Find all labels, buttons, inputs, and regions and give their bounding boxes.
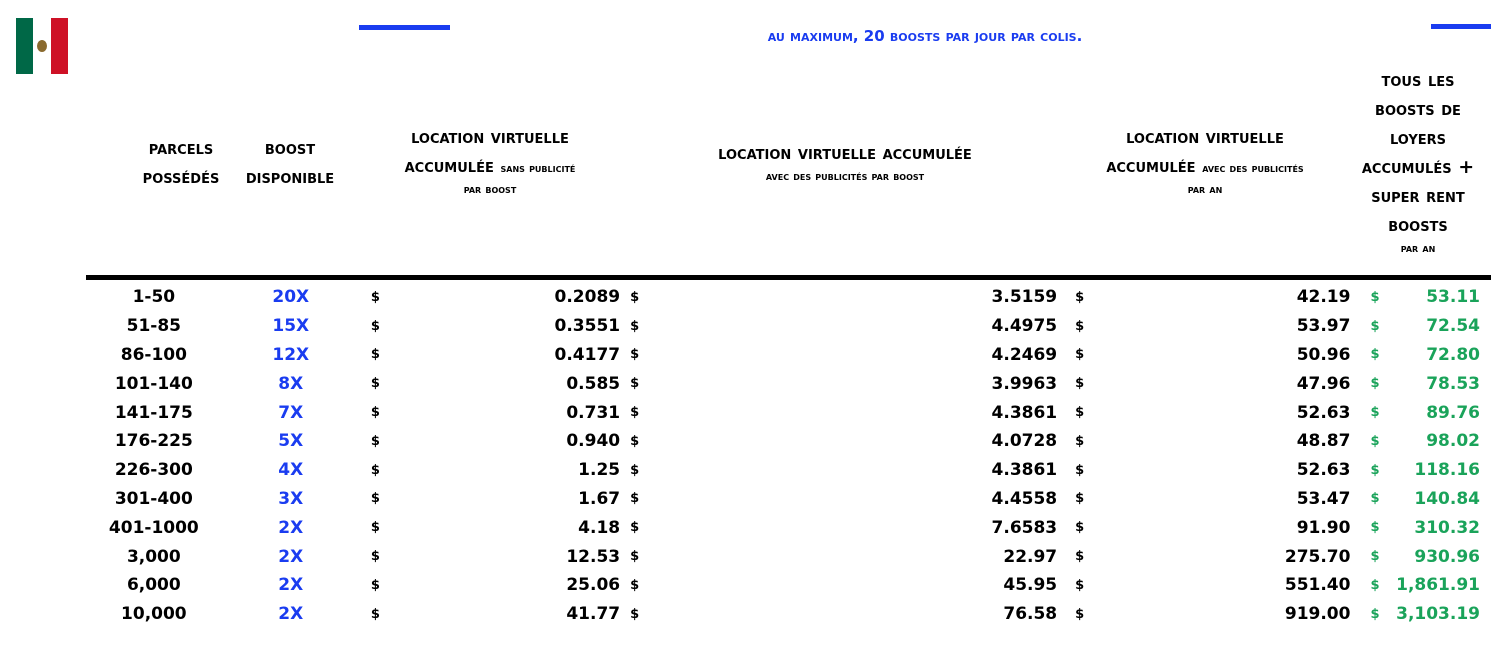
- table-row: [0, 513, 1510, 542]
- currency-symbol: $: [1075, 577, 1085, 593]
- currency-symbol: $: [1370, 405, 1380, 421]
- rent-avec-ads-cell: 45.95: [1003, 575, 1058, 596]
- parcels-cell: 401-1000: [108, 517, 199, 538]
- header-total-line3: loyers: [1389, 127, 1447, 149]
- header-divider: [86, 275, 1491, 280]
- rent-sans-ads-cell: 1.25: [578, 460, 621, 481]
- currency-symbol: $: [370, 405, 380, 421]
- rent-sans-ads-cell: 0.585: [566, 373, 621, 394]
- currency-symbol: $: [1370, 549, 1380, 565]
- currency-symbol: $: [630, 433, 640, 449]
- boost-multiplier-cell: 2X: [278, 546, 304, 567]
- table-row: [0, 485, 1510, 514]
- currency-symbol: $: [1075, 606, 1085, 622]
- table-row: [0, 571, 1510, 600]
- header-total-line1: tous les: [1381, 69, 1455, 91]
- header-total-line2: boosts de: [1375, 98, 1461, 120]
- parcels-cell: 1-50: [132, 287, 176, 308]
- rent-per-year-cell: 275.70: [1284, 546, 1351, 567]
- rent-sans-ads-cell: 4.18: [578, 517, 621, 538]
- header-total-line6: boosts: [1388, 214, 1448, 236]
- table-row: [0, 341, 1510, 370]
- currency-symbol: $: [630, 347, 640, 363]
- currency-symbol: $: [1075, 491, 1085, 507]
- table-row: [0, 283, 1510, 312]
- currency-symbol: $: [1370, 376, 1380, 392]
- parcels-cell: 141-175: [114, 402, 193, 423]
- boost-multiplier-cell: 2X: [278, 517, 304, 538]
- boost-multiplier-cell: 12X: [272, 344, 310, 365]
- header-avec-subnote: avec des publicités par boost: [765, 169, 925, 183]
- currency-symbol: $: [1075, 462, 1085, 478]
- currency-symbol: $: [370, 376, 380, 392]
- rent-avec-ads-cell: 3.5159: [991, 287, 1058, 308]
- boost-multiplier-cell: 15X: [272, 316, 310, 337]
- rent-per-year-cell: 48.87: [1296, 431, 1351, 452]
- boost-multiplier-cell: 3X: [278, 488, 304, 509]
- rent-per-year-cell: 919.00: [1284, 604, 1351, 625]
- currency-symbol: $: [1075, 289, 1085, 305]
- currency-symbol: $: [370, 433, 380, 449]
- header-year-line1: location virtuelle: [1126, 126, 1284, 148]
- rent-sans-ads-cell: 12.53: [566, 546, 621, 567]
- currency-symbol: $: [370, 577, 380, 593]
- currency-symbol: $: [1370, 606, 1380, 622]
- header-year-subnote: par an: [1187, 182, 1223, 196]
- currency-symbol: $: [1075, 318, 1085, 334]
- header-rent-per-year: [1060, 123, 1350, 197]
- currency-symbol: $: [630, 520, 640, 536]
- currency-symbol: $: [370, 549, 380, 565]
- total-boosts-cell: 140.84: [1414, 488, 1480, 509]
- rent-sans-ads-cell: 0.2089: [554, 287, 621, 308]
- currency-symbol: $: [370, 520, 380, 536]
- currency-symbol: $: [630, 289, 640, 305]
- currency-symbol: $: [630, 491, 640, 507]
- table-row: [0, 456, 1510, 485]
- currency-symbol: $: [1075, 405, 1085, 421]
- total-boosts-cell: 72.54: [1426, 316, 1480, 337]
- rent-sans-ads-cell: 1.67: [578, 488, 621, 509]
- parcels-cell: 101-140: [114, 373, 193, 394]
- header-sans-line2: accumulée: [404, 155, 494, 177]
- currency-symbol: $: [1075, 433, 1085, 449]
- header-total-line5: super rent: [1371, 185, 1465, 207]
- currency-symbol: $: [1075, 347, 1085, 363]
- total-boosts-cell: 89.76: [1426, 402, 1480, 423]
- rent-avec-ads-cell: 4.0728: [991, 431, 1058, 452]
- rent-per-year-cell: 551.40: [1284, 575, 1351, 596]
- total-boosts-cell: 98.02: [1426, 431, 1480, 452]
- accent-bar-right: [1431, 24, 1491, 29]
- currency-symbol: $: [630, 577, 640, 593]
- header-rent-sans-ads: [370, 123, 610, 197]
- total-boosts-cell: 118.16: [1414, 460, 1480, 481]
- header-sans-subnote: par boost: [463, 182, 517, 196]
- table-row: [0, 542, 1510, 571]
- currency-symbol: $: [370, 318, 380, 334]
- header-rent-avec-ads: [655, 139, 1035, 184]
- currency-symbol: $: [1370, 491, 1380, 507]
- parcels-cell: 86-100: [120, 344, 187, 365]
- rent-avec-ads-cell: 76.58: [1003, 604, 1058, 625]
- rent-avec-ads-cell: 3.9963: [991, 373, 1058, 394]
- currency-symbol: $: [1075, 376, 1085, 392]
- parcels-cell: 6,000: [126, 575, 181, 596]
- currency-symbol: $: [1370, 347, 1380, 363]
- rent-sans-ads-cell: 0.940: [566, 431, 621, 452]
- rent-per-year-cell: 50.96: [1296, 344, 1351, 365]
- boost-multiplier-cell: 8X: [278, 373, 304, 394]
- table-row: [0, 427, 1510, 456]
- total-boosts-cell: 3,103.19: [1396, 604, 1480, 625]
- eagle-emblem-icon: [37, 40, 47, 52]
- rent-sans-ads-cell: 0.3551: [554, 316, 621, 337]
- rent-avec-ads-cell: 7.6583: [991, 517, 1058, 538]
- header-year-line2: accumulée: [1106, 155, 1196, 177]
- header-sans-inline-note: sans publicité: [500, 161, 576, 175]
- currency-symbol: $: [630, 462, 640, 478]
- table-row: [0, 398, 1510, 427]
- header-boost-line1: boost: [264, 137, 316, 159]
- rent-per-year-cell: 53.47: [1296, 488, 1351, 509]
- header-boost-line2: disponible: [245, 166, 335, 188]
- currency-symbol: $: [370, 491, 380, 507]
- total-boosts-cell: 310.32: [1414, 517, 1480, 538]
- rent-sans-ads-cell: 0.4177: [554, 344, 621, 365]
- header-parcels-line1: parcels: [148, 137, 214, 159]
- currency-symbol: $: [1075, 520, 1085, 536]
- total-boosts-cell: 72.80: [1426, 344, 1480, 365]
- boost-multiplier-cell: 5X: [278, 431, 304, 452]
- rent-sans-ads-cell: 25.06: [566, 575, 621, 596]
- currency-symbol: $: [1370, 520, 1380, 536]
- boost-multiplier-cell: 2X: [278, 575, 304, 596]
- table-row: [0, 312, 1510, 341]
- rent-avec-ads-cell: 4.3861: [991, 402, 1058, 423]
- header-total-subnote: par an: [1400, 241, 1436, 255]
- total-boosts-cell: 53.11: [1426, 287, 1480, 308]
- table-row: [0, 600, 1510, 629]
- currency-symbol: $: [1370, 318, 1380, 334]
- currency-symbol: $: [1075, 549, 1085, 565]
- currency-symbol: $: [370, 347, 380, 363]
- currency-symbol: $: [370, 289, 380, 305]
- header-avec-main: location virtuelle accumulée: [718, 142, 972, 164]
- rent-per-year-cell: 42.19: [1296, 287, 1351, 308]
- boost-multiplier-cell: 2X: [278, 604, 304, 625]
- boost-multiplier-cell: 20X: [272, 287, 310, 308]
- currency-symbol: $: [370, 462, 380, 478]
- currency-symbol: $: [1370, 577, 1380, 593]
- parcels-cell: 10,000: [121, 604, 187, 625]
- header-parcels-line2: possédés: [142, 166, 220, 188]
- boost-rent-table: [0, 283, 1510, 629]
- parcels-cell: 3,000: [126, 546, 181, 567]
- boost-limit-notice: au maximum, 20 boosts par jour par colis.: [767, 27, 1083, 45]
- currency-symbol: $: [630, 376, 640, 392]
- table-row: [0, 369, 1510, 398]
- rent-per-year-cell: 52.63: [1296, 402, 1351, 423]
- currency-symbol: $: [1370, 433, 1380, 449]
- rent-sans-ads-cell: 41.77: [566, 604, 621, 625]
- currency-symbol: $: [370, 606, 380, 622]
- rent-avec-ads-cell: 22.97: [1003, 546, 1058, 567]
- boost-multiplier-cell: 4X: [278, 460, 304, 481]
- rent-per-year-cell: 91.90: [1296, 517, 1351, 538]
- currency-symbol: $: [630, 606, 640, 622]
- parcels-cell: 176-225: [114, 431, 193, 452]
- currency-symbol: $: [1370, 462, 1380, 478]
- parcels-cell: 51-85: [126, 316, 182, 337]
- parcels-cell: 301-400: [114, 488, 193, 509]
- rent-avec-ads-cell: 4.2469: [991, 344, 1058, 365]
- mexico-flag-icon: [16, 18, 68, 74]
- rent-per-year-cell: 53.97: [1296, 316, 1351, 337]
- total-boosts-cell: 1,861.91: [1396, 575, 1480, 596]
- parcels-cell: 226-300: [114, 460, 193, 481]
- currency-symbol: $: [630, 318, 640, 334]
- total-boosts-cell: 78.53: [1426, 373, 1480, 394]
- boost-multiplier-cell: 7X: [278, 402, 304, 423]
- rent-sans-ads-cell: 0.731: [566, 402, 621, 423]
- header-total-boosts: [1353, 66, 1483, 256]
- rent-avec-ads-cell: 4.3861: [991, 460, 1058, 481]
- header-total-line4: accumulés +: [1361, 156, 1475, 178]
- accent-bar-left: [359, 25, 450, 30]
- rent-avec-ads-cell: 4.4558: [991, 488, 1058, 509]
- rent-per-year-cell: 47.96: [1296, 373, 1351, 394]
- rent-per-year-cell: 52.63: [1296, 460, 1351, 481]
- currency-symbol: $: [1370, 289, 1380, 305]
- total-boosts-cell: 930.96: [1414, 546, 1480, 567]
- currency-symbol: $: [630, 549, 640, 565]
- header-boost: [225, 134, 355, 192]
- rent-avec-ads-cell: 4.4975: [991, 316, 1058, 337]
- header-year-inline-note: avec des publicités: [1202, 161, 1304, 175]
- header-sans-line1: location virtuelle: [411, 126, 569, 148]
- currency-symbol: $: [630, 405, 640, 421]
